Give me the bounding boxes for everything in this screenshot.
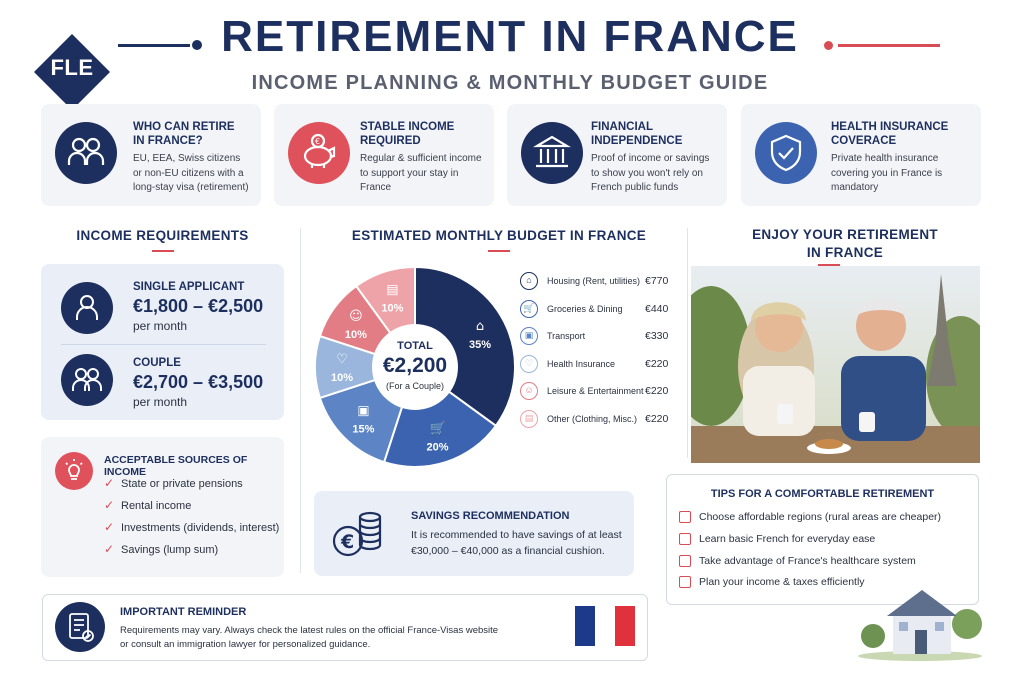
heart-icon: ♡ — [336, 352, 348, 367]
column-divider — [300, 228, 301, 573]
income-section-title: INCOME REQUIREMENTS — [76, 228, 249, 243]
people-icon — [55, 122, 117, 184]
pie-percent-label: 10% — [344, 329, 367, 342]
savings-line: €30,000 – €40,000 as a financial cushion. — [411, 545, 605, 557]
legend-label: Other (Clothing, Misc.) — [547, 413, 638, 424]
piggy-bank-icon — [288, 122, 350, 184]
logo-text: FLE — [50, 55, 94, 80]
shield-check-icon — [755, 122, 817, 184]
legend-value: €770 — [645, 275, 669, 287]
total-label: TOTAL — [397, 340, 433, 352]
people-icon: ☺ — [520, 382, 538, 400]
cart-icon: 🛒 — [520, 300, 538, 318]
pie-percent-label: 15% — [352, 423, 375, 436]
card-stable-income — [274, 104, 494, 206]
coins-icon — [328, 503, 390, 565]
legend-label: Leisure & Entertainment — [547, 386, 644, 396]
total-value: €2,200 — [382, 354, 448, 377]
header-right-line — [838, 44, 940, 47]
tip-item: Plan your income & taxes efficiently — [699, 576, 865, 588]
svg-text:€: € — [315, 137, 321, 146]
couple-amount: €2,700 – €3,500 — [133, 372, 264, 392]
checkbox-icon — [679, 555, 691, 567]
title-underline — [152, 250, 174, 252]
lightbulb-icon — [55, 452, 93, 490]
pie-percent-label: 20% — [426, 441, 449, 454]
check-icon: ✓ — [104, 520, 115, 534]
source-item: Savings (lump sum) — [121, 544, 219, 556]
reminder-title: IMPORTANT REMINDER — [120, 606, 247, 618]
card-financial-independence — [507, 104, 727, 206]
reminder-panel — [42, 594, 648, 661]
checkbox-icon — [679, 576, 691, 588]
single-per-month: per month — [133, 319, 188, 333]
legend-value: €220 — [645, 357, 669, 370]
card-desc: Regular & sufficient income to support your stay in France — [360, 153, 482, 193]
header-left-line — [118, 44, 190, 47]
legend-value: €440 — [645, 302, 669, 315]
legend-label: Groceries & Dining — [547, 303, 623, 314]
card-desc: EU, EEA, Swiss citizens or non-EU citizens with a long-stay visa (retirement) — [133, 153, 249, 193]
sources-title: ACCEPTABLE SOURCES OF INCOME — [104, 454, 248, 478]
source-item: State or private pensions — [121, 478, 243, 490]
bank-icon — [521, 122, 583, 184]
french-flag-icon — [575, 606, 635, 646]
card-desc: Private health insurance covering you in France is mandatory — [831, 153, 943, 193]
house-icon: ⌂ — [520, 272, 538, 290]
pie-percent-label: 35% — [469, 338, 492, 351]
heart-icon: ♡ — [520, 355, 538, 373]
page-subtitle: INCOME PLANNING & MONTHLY BUDGET GUIDE — [251, 72, 769, 94]
clipboard-icon: ▤ — [386, 282, 399, 298]
couple-label: COUPLE — [133, 357, 181, 369]
total-note: (For a Couple) — [385, 381, 445, 391]
people-icon: ☺ — [349, 309, 363, 325]
checkbox-icon — [679, 511, 691, 523]
couple-per-month: per month — [133, 395, 188, 409]
legend-value: €220 — [645, 385, 669, 397]
pie-percent-label: 10% — [381, 302, 404, 315]
title-underline — [488, 250, 510, 252]
card-desc: Proof of income or savings to show you won't rely on French public funds — [591, 153, 710, 193]
page-title: RETIREMENT IN FRANCE — [221, 12, 799, 61]
tip-item: Choose affordable regions (rural areas are cheaper) — [699, 511, 942, 523]
source-item: Investments (dividends, interest) — [121, 522, 280, 534]
retired-couple-photo — [691, 266, 980, 463]
bus-icon: ▣ — [520, 327, 538, 345]
panel-divider — [61, 344, 266, 345]
savings-line: It is recommended to have savings of at least — [411, 529, 622, 541]
savings-panel — [314, 491, 634, 576]
svg-text:€: € — [341, 531, 355, 553]
person-icon — [61, 282, 113, 334]
cart-icon: 🛒 — [429, 421, 446, 437]
pie-percent-label: 10% — [330, 372, 354, 384]
single-label: SINGLE APPLICANT — [133, 281, 245, 293]
legend-label: Housing (Rent, utilities) — [547, 276, 641, 286]
house-illustration — [855, 584, 985, 662]
card-title: FINANCIAL INDEPENDENCE — [591, 121, 683, 147]
card-health-insurance — [741, 104, 981, 206]
checkbox-icon — [679, 533, 691, 545]
budget-legend — [520, 272, 670, 442]
legend-value: €330 — [645, 330, 669, 342]
source-item: Rental income — [121, 500, 192, 512]
check-icon: ✓ — [104, 476, 115, 490]
header-right-dot — [824, 41, 833, 50]
card-title: STABLE INCOME REQUIRED — [360, 121, 455, 147]
tip-item: Take advantage of France's healthcare system — [699, 555, 916, 567]
legend-value: €220 — [645, 412, 669, 425]
checklist-icon — [55, 602, 105, 652]
card-who-can-retire — [41, 104, 261, 206]
house-icon: ⌂ — [475, 318, 485, 334]
couple-icon — [61, 354, 113, 406]
card-title: HEALTH INSURANCE COVERACE — [831, 121, 949, 147]
card-title: WHO CAN RETIRE IN FRANCE? — [133, 121, 235, 147]
column-divider — [687, 228, 688, 458]
reminder-line: Requirements may vary. Always check the latest rules on the official France-Visas website — [120, 625, 499, 636]
check-icon: ✓ — [104, 542, 115, 556]
sources-panel — [41, 437, 284, 577]
clipboard-icon: ▤ — [520, 410, 538, 428]
budget-section-title: ESTIMATED MONTHLY BUDGET IN FRANCE — [351, 228, 647, 243]
enjoy-title: ENJOY YOUR RETIREMENT IN FRANCE — [752, 227, 938, 260]
tip-item: Learn basic French for everyday ease — [699, 533, 876, 545]
legend-label: Transport — [547, 331, 586, 341]
reminder-line: or consult an immigration lawyer for personalized guidance. — [120, 639, 371, 650]
legend-label: Health Insurance — [547, 358, 616, 369]
income-panel — [41, 264, 284, 420]
check-icon: ✓ — [104, 498, 115, 512]
savings-title: SAVINGS RECOMMENDATION — [411, 510, 570, 522]
bus-icon: ▣ — [357, 403, 370, 419]
tips-title: TIPS FOR A COMFORTABLE RETIREMENT — [710, 488, 935, 500]
single-amount: €1,800 – €2,500 — [133, 296, 264, 316]
